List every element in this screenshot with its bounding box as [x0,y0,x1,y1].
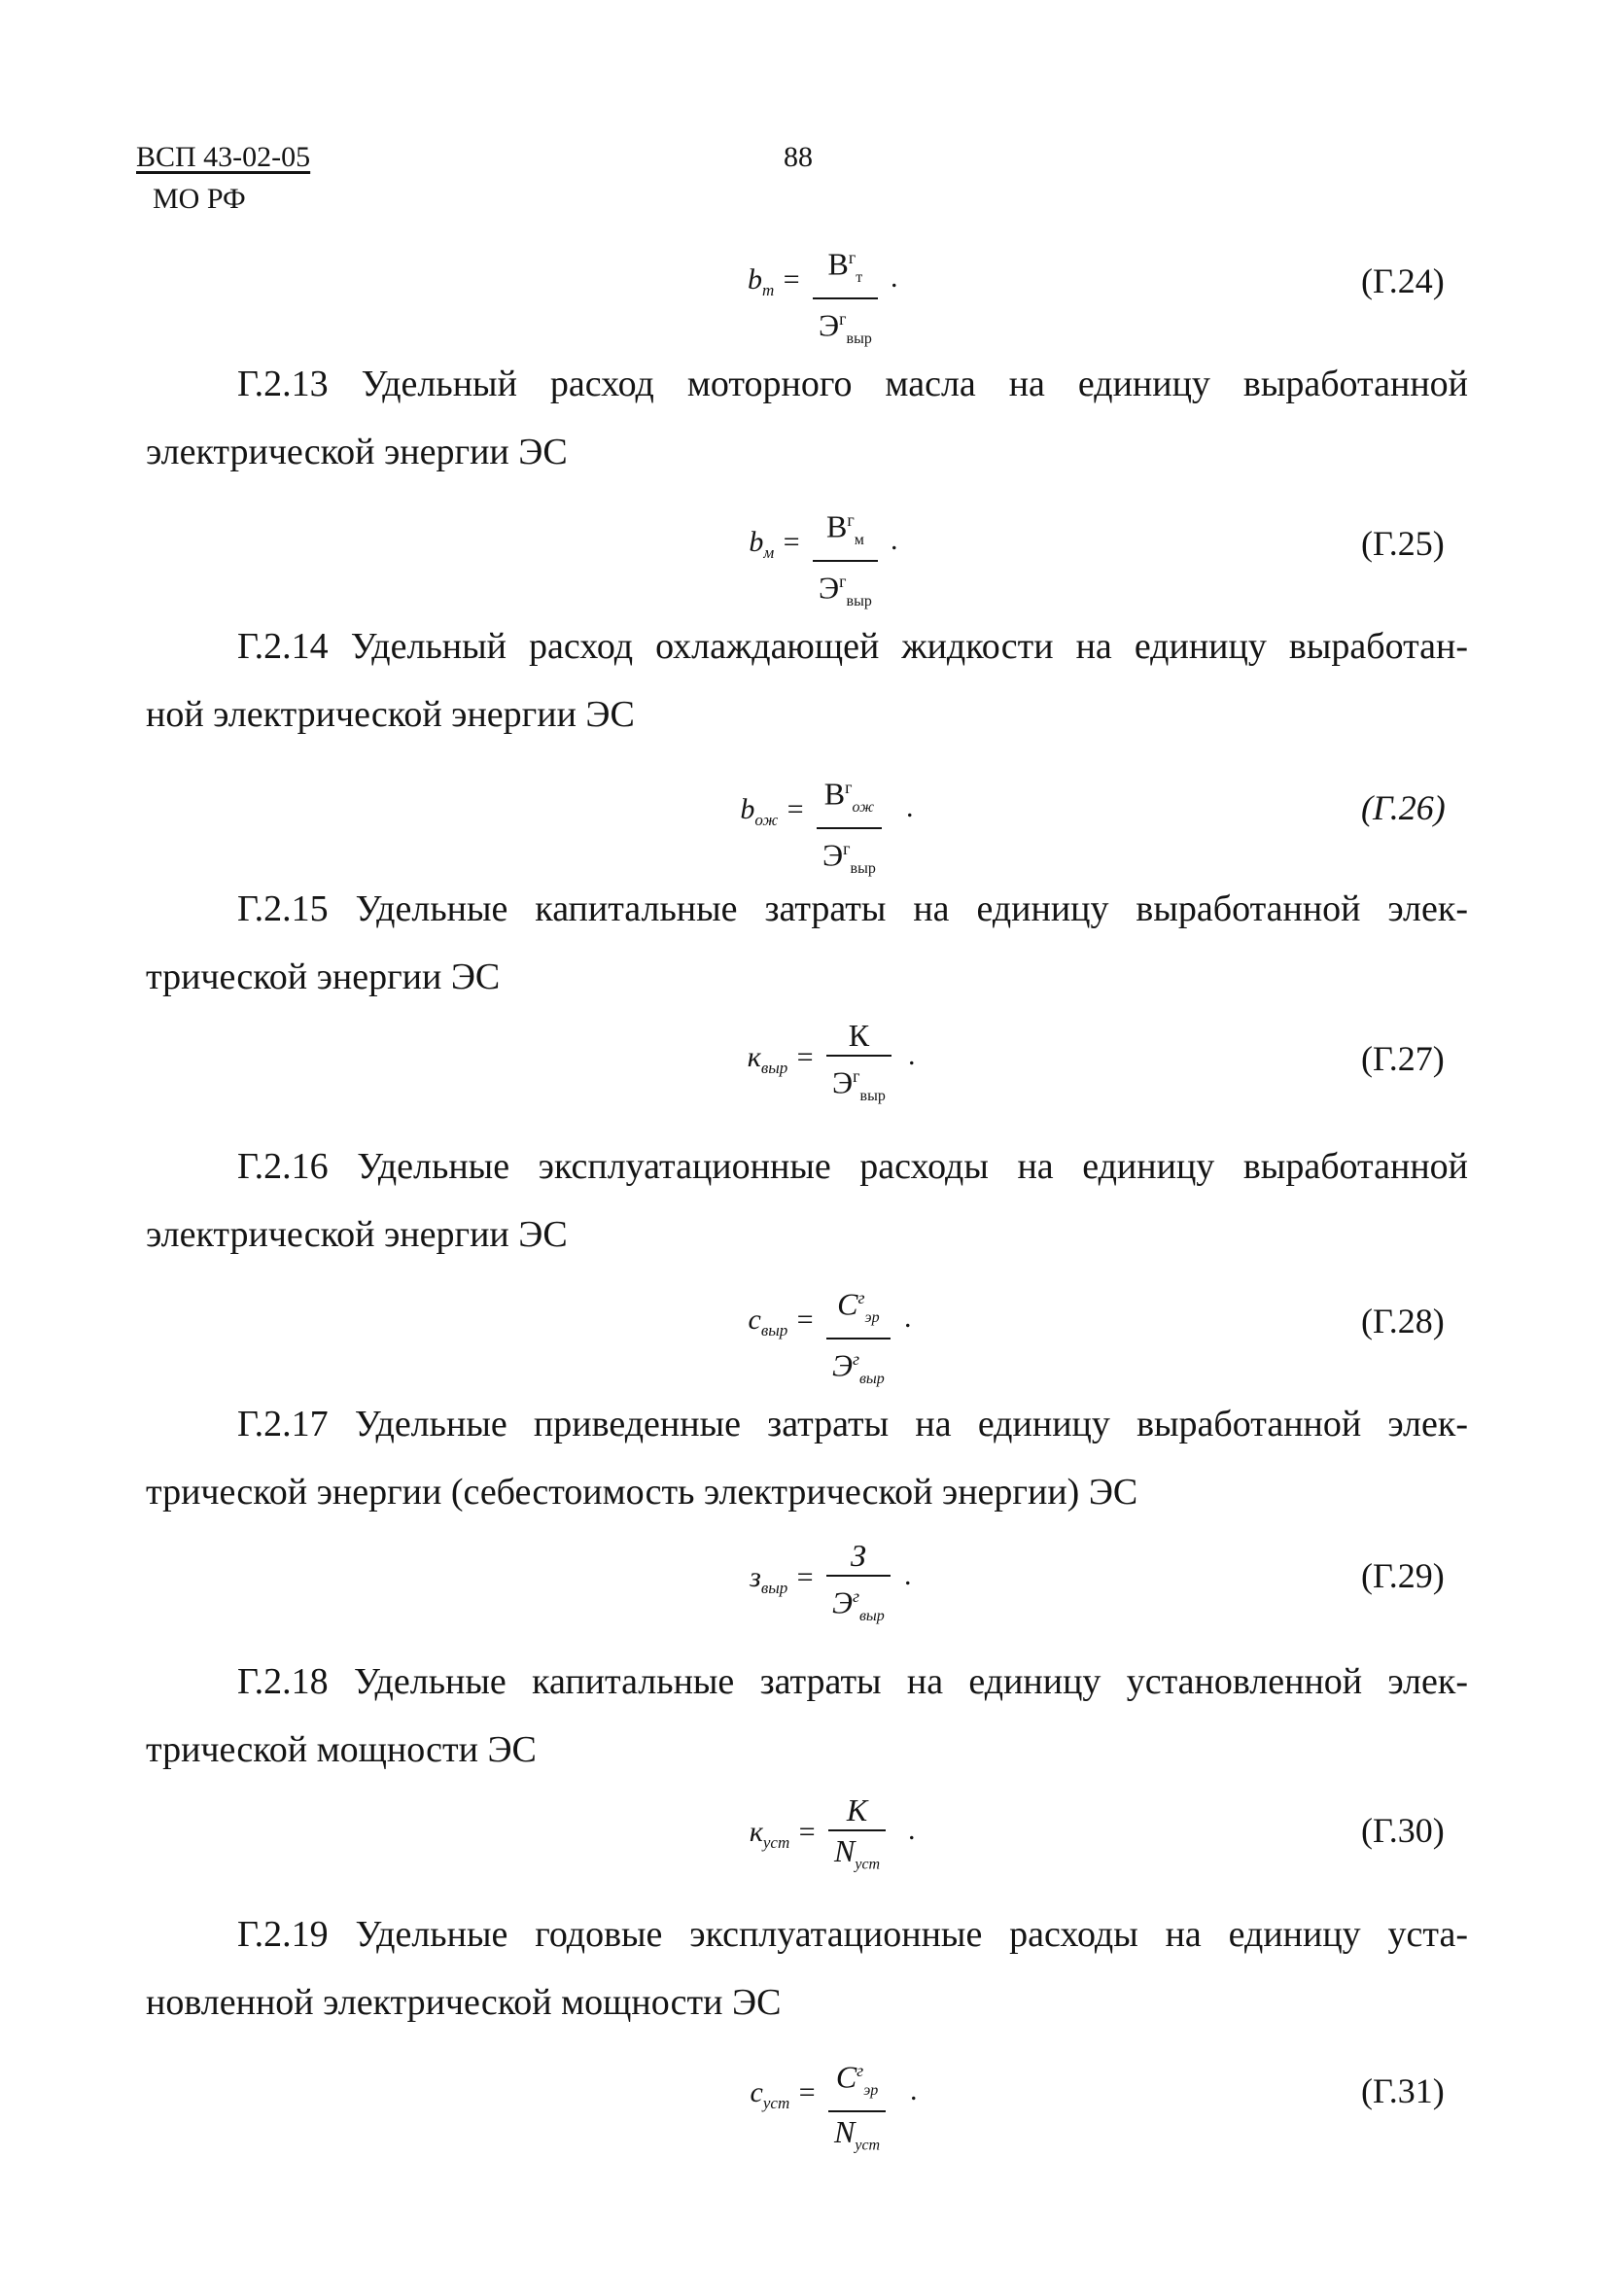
numerator: К [846,1792,868,1827]
equation-number: (Г.26) [1361,788,1446,827]
numerator: $С^г_{эр}$ [835,2059,879,2100]
equation-number: (Г.27) [1361,1039,1445,1078]
fraction [826,1016,891,1116]
denominator: $N_{уст}$ [834,1833,881,1873]
period: . [906,791,914,823]
fraction [826,1278,891,1399]
numerator: К [848,1018,870,1053]
period: . [910,2074,918,2106]
paragraph-g2-16: Г.2.16 Удельные эксплуатационные расходы на единицу выработанной электрической энергии ЭС [146,1146,1468,1255]
paragraph-g2-19: Г.2.19 Удельные годовые эксплуатационные расходы на единицу уста- новленной электрической мощности ЭС [146,1914,1468,2023]
numerator: $В^г_{ож}$ [823,776,875,817]
period: . [891,261,898,294]
paragraph-g2-15: Г.2.15 Удельные капитальные затраты на единицу выработанной элек- трической энергии ЭС [146,888,1468,997]
formula-lhs: $к_{выр}$ = [747,1041,815,1077]
formula-lhs: $b_т$ = [747,263,801,299]
denominator: $N_{уст}$ [834,2114,881,2154]
paragraph-g2-13: Г.2.13 Удельный расход моторного масла на единицу выработанной электрической энергии ЭС [146,364,1468,472]
denominator: $Э^г_{выр}$ [819,570,872,610]
paragraph-g2-17: Г.2.17 Удельные приведенные затраты на единицу выработанной элек- трической энергии (себестоимость электрической энергии) ЭС [146,1404,1468,1513]
equation-number: (Г.31) [1361,2071,1445,2110]
numerator: $В^г_м$ [825,508,864,549]
fraction [813,501,878,621]
document-organization: МО РФ [153,183,246,215]
formula-lhs: $к_{уст}$ = [749,1816,817,1852]
denominator: $Э^г_{выр}$ [832,1347,885,1388]
paragraph-g2-14: Г.2.14 Удельный расход охлаждающей жидкости на единицу выработан- ной электрической энергии ЭС [146,626,1468,735]
period: . [908,1039,916,1071]
period: . [904,1559,912,1591]
fraction [826,1536,891,1636]
fraction [828,2051,886,2165]
equation-number: (Г.30) [1361,1811,1445,1850]
fraction [817,768,882,888]
period: . [908,1814,916,1846]
equation-number: (Г.24) [1361,261,1445,300]
equation-number: (Г.25) [1361,524,1445,563]
formula-lhs: $с_{уст}$ = [750,2076,817,2112]
equation-number: (Г.29) [1361,1556,1445,1595]
period: . [891,524,898,556]
document-code: ВСП 43-02-05 [136,141,311,173]
formula-lhs: $b_{ож}$ = [740,793,805,829]
numerator: З [850,1538,866,1573]
page-number: 88 [784,141,813,173]
formula-lhs: $b_м$ = [749,526,801,562]
period: . [904,1302,912,1334]
formula-lhs: $с_{выр}$ = [748,1304,815,1339]
formula-lhs: $з_{выр}$ = [750,1561,815,1597]
paragraph-g2-18: Г.2.18 Удельные капитальные затраты на единицу установленной элек- трической мощности ЭС [146,1661,1468,1770]
denominator: $Э^г_{выр}$ [822,837,876,878]
fraction [813,238,878,359]
fraction [828,1791,886,1884]
numerator: $С^г_{эр}$ [837,1286,880,1327]
denominator: $Э^г_{выр}$ [819,307,872,348]
denominator: $Э^г_{выр}$ [832,1584,885,1625]
denominator: $Э^г_{выр}$ [832,1064,886,1105]
equation-number: (Г.28) [1361,1302,1445,1340]
numerator: $В^г_т$ [827,246,863,287]
